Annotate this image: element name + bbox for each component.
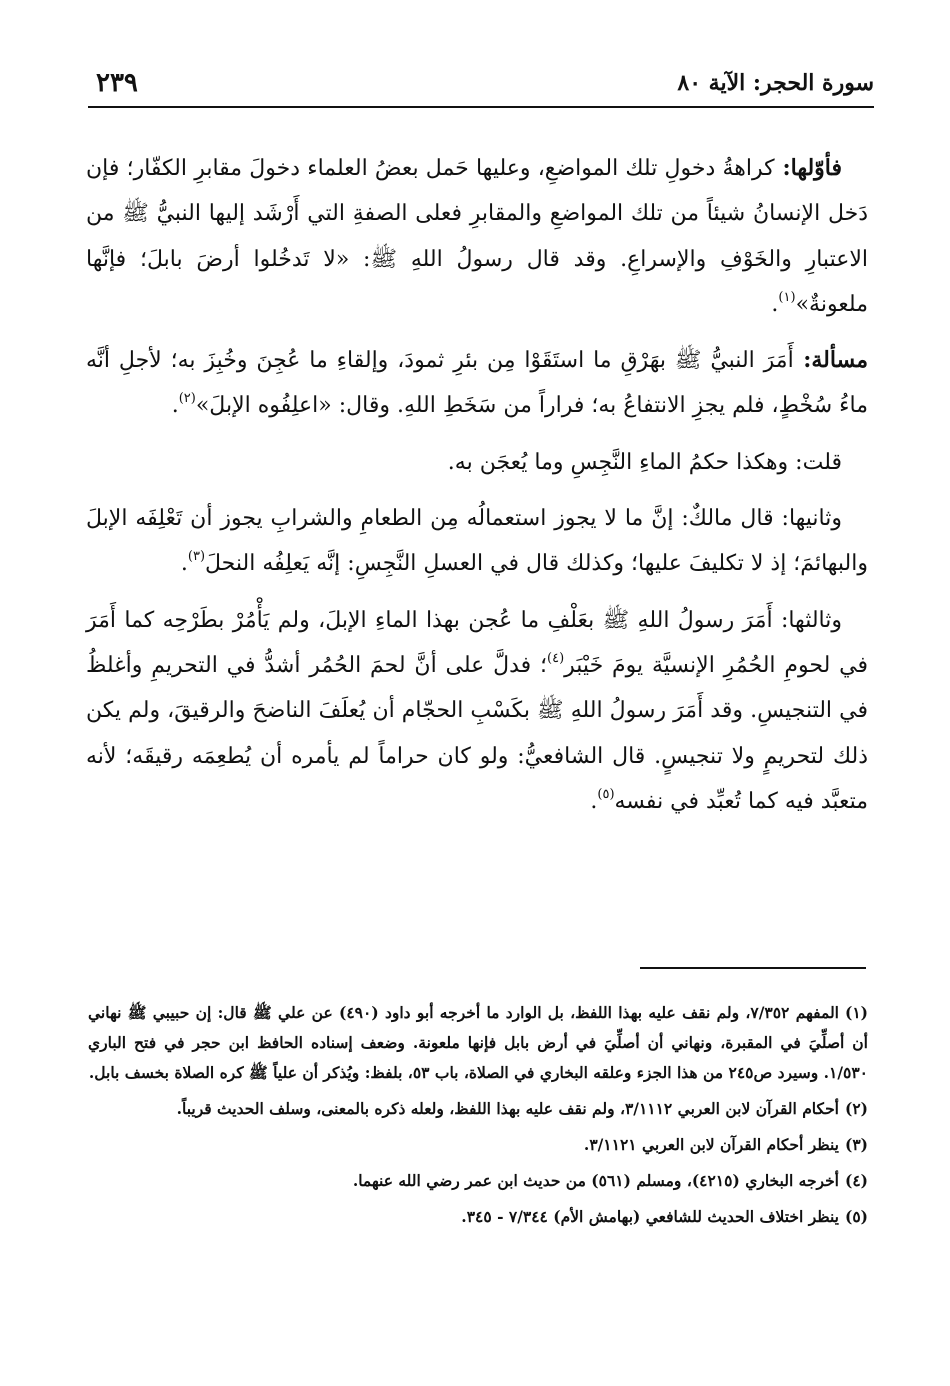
main-text (86, 146, 868, 824)
page-header (88, 66, 874, 108)
paragraph-text: قال مالكٌ: إنَّ ما لا يجوز استعمالُه مِن الطعامِ والشرابِ يجوز أن تَعْلِفَه الإبلَ والبهائمَ؛ إذ لا تكليفَ عليها؛ وكذلك قال في العسلِ النَّجِسِ: إنَّه يَعلِفُه النحلَ (86, 506, 868, 577)
paragraph-note (86, 440, 868, 485)
paragraph-lead: مسألة: (793, 347, 868, 374)
paragraph-text: وهكذا حكمُ الماءِ النَّجِسِ وما يُعجَن به. (447, 449, 789, 475)
running-title: سورة الحجر: الآية ٨٠ (677, 70, 874, 96)
paragraph-second (86, 496, 868, 587)
paragraph-lead: قلت: (788, 449, 842, 475)
paragraph-tail: . (171, 393, 179, 419)
footnote-number: (٥) (844, 1207, 868, 1226)
paragraph-tail: . (590, 788, 598, 814)
footnote-text: ينظر اختلاف الحديث للشافعي (بهامش الأم) ٧/٣٤٤ - ٣٤٥. (461, 1207, 839, 1226)
paragraph-tail: . (771, 291, 779, 317)
paragraph-lead: وثانيها: (773, 506, 843, 532)
paragraph-text: أَمَرَ رسولُ اللهِ ﷺ بعَلْفِ ما عُجن بهذا الماءِ الإبلَ، ولم يَأْمُرْ بطَرْحِه كما أَمَرَ في لحومِ الحُمُرِ الإنسيَّة يومَ خَيْبَر (86, 607, 868, 678)
page-number: ٢٣٩ (96, 68, 138, 98)
footnote-ref: (٤) (547, 650, 565, 666)
footnote-text: أحكام القرآن لابن العربي ٣/١١١٢، ولم نقف عليه بهذا اللفظ، ولعله ذكره بالمعنى، وسلف الحديث قريباً. (176, 1099, 839, 1118)
footnote-text: ينظر أحكام القرآن لابن العربي ٣/١١٢١. (583, 1135, 839, 1154)
footnote-text: أخرجه البخاري (٤٢١٥)، ومسلم (٥٦١) من حديث ابن عمر رضي الله عنهما. (352, 1171, 839, 1190)
footnote-number: (٣) (844, 1135, 868, 1154)
footnote-number: (١) (845, 1003, 869, 1022)
footnote-ref: (٣) (187, 549, 206, 565)
paragraph-text: أَمَرَ النبيُّ ﷺ بهَرْقِ ما استَقَوْا مِن بئرِ ثمودَ، وإلقاءِ ما عُجِنَ وخُبِزَ به؛ لأجلِ أنَّه ماءُ سُخْطٍ، فلم يجزِ الانتفاعُ به؛ فراراً من سَخَطِ اللهِ. وقال: «اعلِفُوه الإبلَ» (86, 348, 868, 419)
footnote-ref: (٥) (597, 786, 615, 802)
footnote-number: (٢) (844, 1099, 868, 1118)
paragraph-tail: . (180, 551, 188, 577)
paragraph-lead: وثالثها: (772, 607, 842, 633)
paragraph-first (86, 146, 868, 327)
footnote-ref: (١) (778, 289, 796, 305)
footnote-number: (٤) (844, 1171, 868, 1190)
paragraph-text-continued: ؛ فدلَّ على أنَّ لحمَ الحُمُر أشدُّ في التحريمِ وأغلظُ في التنجيسِ. وقد أَمَرَ رسولُ اللهِ ﷺ بكَسْبِ الحجّام أن يُعلَفَ الناضحَ والرقيقَ، ولم يكن ذلك لتحريمٍ ولا تنجيسٍ. قال الشافعيُّ: ولو كان حراماً لم يأمره أن يُطعِمَه رقيقَه؛ لأنه متعبَّد فيه كما تُعبِّد في نفسه (86, 652, 868, 814)
footnote-text: المفهم ٧/٣٥٢، ولم نقف عليه بهذا اللفظ، بل الوارد ما أخرجه أبو داود (٤٩٠) عن علي ﷺ قال: إن حبيبي ﷺ نهاني أن أصلِّيَ في المقبرة، ونهاني أن أصلِّيَ في أرض بابل فإنها ملعونة. وضعف إسناده الحافظ ابن حجر في فتح الباري ١/٥٣٠. وسيرد ص٢٤٥ من هذا الجزء وعلقه البخاري في الصلاة، باب ٥٣، بلفظ: ويُذكر أن علياً ﷺ كره الصلاة بخسف بابل. (88, 1003, 868, 1082)
footnote-item (88, 1130, 868, 1160)
footnotes (88, 998, 868, 1238)
paragraph-issue (86, 338, 868, 429)
paragraph-text: كراهةُ دخولِ تلك المواضعِ، وعليها حَمل بعضُ العلماء دخولَ مقابرِ الكفّار؛ فإن دَخل الإنسانُ شيئاً من تلك المواضعِ والمقابرِ فعلى الصفةِ التي أَرْشَد إليها النبيُّ ﷺ من الاعتبارِ والخَوْفِ والإسراعِ. وقد قال رسولُ اللهِ ﷺ: «لا تَدخُلوا أرضَ بابلَ؛ فإنَّها ملعونةٌ» (86, 156, 868, 317)
footnote-item (88, 998, 868, 1088)
paragraph-third (86, 598, 868, 824)
footnote-item (88, 1202, 868, 1232)
footnote-item (88, 1094, 868, 1124)
footnote-separator (640, 967, 866, 969)
paragraph-lead: فأوّلها: (774, 155, 843, 181)
footnote-ref: (٢) (178, 391, 196, 407)
footnote-item (88, 1166, 868, 1196)
